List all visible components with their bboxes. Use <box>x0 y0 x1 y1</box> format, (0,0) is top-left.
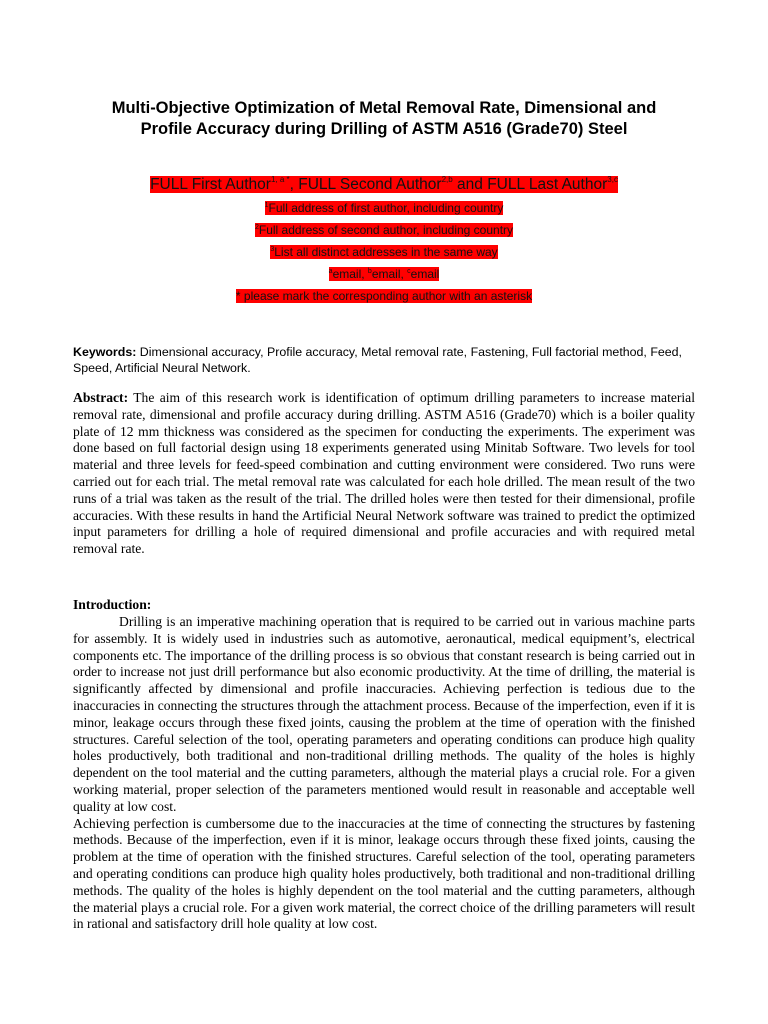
author-line <box>0 174 768 196</box>
author-separator-2: and <box>452 176 488 193</box>
introduction-paragraph-2: Achieving perfection is cumbersome due to the inaccuracies at the time of connecting the structures by fastening methods. Because of the imperfection, even if it is minor, leakage occurs through these fixed joints, causing the problem at the time of operation with the finished structures. Careful selection of the tool, operating parameters and operating conditions can produce high quality holes productively, both traditional and non-traditional drilling methods. The quality of the holes is highly dependent on the tool material and the cutting parameters, although the material plays a crucial role. For a given work material, the correct choice of the drilling parameters will result in rational and satisfactory drill hole quality at low cost. <box>73 815 695 932</box>
title-line-1: Multi-Objective Optimization of Metal Removal Rate, Dimensional and <box>111 99 657 117</box>
email-a: email, <box>332 267 368 281</box>
email-line <box>0 267 768 282</box>
affiliation-2-text: Full address of second author, including country <box>258 223 514 237</box>
affiliation-2-sup: 2 <box>254 224 259 231</box>
author-block <box>0 174 768 304</box>
paper-title <box>70 98 698 140</box>
email-c-sup: c <box>407 268 411 275</box>
affiliation-1 <box>0 201 768 216</box>
email-b-sup: b <box>367 268 372 275</box>
second-author-sup: 2,b <box>441 175 453 184</box>
abstract-label: Abstract: <box>73 390 129 405</box>
last-author: FULL Last Author <box>487 176 608 193</box>
abstract-paragraph <box>73 390 695 558</box>
affiliation-1-sup: 1 <box>264 202 269 209</box>
keywords-label: Keywords: <box>73 345 137 359</box>
affiliation-3 <box>0 245 768 260</box>
introduction-heading: Introduction: <box>73 597 152 612</box>
title-line-2: Profile Accuracy during Drilling of ASTM A516 (Grade70) Steel <box>140 120 628 138</box>
abstract-text: The aim of this research work is identification of optimum drilling parameters to increase material removal rate, dimensional and profile accuracy during drilling. ASTM A516 (Grade70) which is a boiler quality plate of 12 mm thickness was considered as the specimen for conducting the experiments. The experiment was done based on full factorial design using 18 experiments generated using Minitab Software. Two levels for tool material and three levels for feed-speed combination and cutting environment were considered. Two runs were carried out for each trial. The metal removal rate was calculated for each hole drilled. The mean result of the two runs of a trial was taken as the result of the trial. The drilled holes were then tested for their dimensional, profile accuracies. With these results in hand the Artificial Neural Network software was trained to predict the optimized input parameters for drilling a hole of required dimensional and profile accuracies and with required metal removal rate. <box>73 390 695 557</box>
second-author: FULL Second Author <box>298 176 442 193</box>
affiliation-2 <box>0 223 768 238</box>
last-author-sup: 3,c <box>607 175 618 184</box>
author-separator-1: , <box>289 176 299 193</box>
affiliation-3-text: List all distinct addresses in the same way <box>274 245 498 259</box>
corresponding-note-text: * please mark the corresponding author with an asterisk <box>235 289 533 303</box>
email-a-sup: a <box>328 268 333 275</box>
introduction-paragraph-1: Drilling is an imperative machining operation that is required to be carried out in various machine parts for assembly. It is widely used in industries such as automotive, aeronautical, medical equipment’s, electrical components etc. The importance of the drilling process is so obvious that constant research is being carried out in order to increase not just drill performance but also economic productivity. At the time of drilling, the material is significantly affected by dimensional and profile inaccuracies. Achieving perfection is tedious due to the inaccuracies in connecting the structures through the attachment process. Because of the imperfection, even if it is minor, leakage occurs through these fixed joints, causing the problem at the time of operation with the finished structures. Careful selection of the tool, operating parameters and operating conditions can produce high quality holes productively, both traditional and non-traditional drilling methods. The quality of the holes is highly dependent on the tool material and the cutting parameters, although the material plays a crucial role. For a given working material, proper selection of the parameters mentioned would result in reasonable and acceptable well quality at low cost. <box>73 614 695 814</box>
corresponding-note <box>0 289 768 304</box>
affiliation-3-sup: 3 <box>270 246 275 253</box>
affiliation-1-text: Full address of first author, including country <box>268 201 504 215</box>
email-c: email <box>410 267 440 281</box>
keywords-text: Dimensional accuracy, Profile accuracy, Metal removal rate, Fastening, Full factorial method, Feed, Speed, Artificial Neural Network. <box>73 345 682 375</box>
keywords-paragraph <box>73 344 695 376</box>
email-b: email, <box>371 267 408 281</box>
first-author: FULL First Author <box>150 176 271 193</box>
introduction-body <box>73 614 695 933</box>
first-author-sup: 1, a * <box>270 175 290 184</box>
